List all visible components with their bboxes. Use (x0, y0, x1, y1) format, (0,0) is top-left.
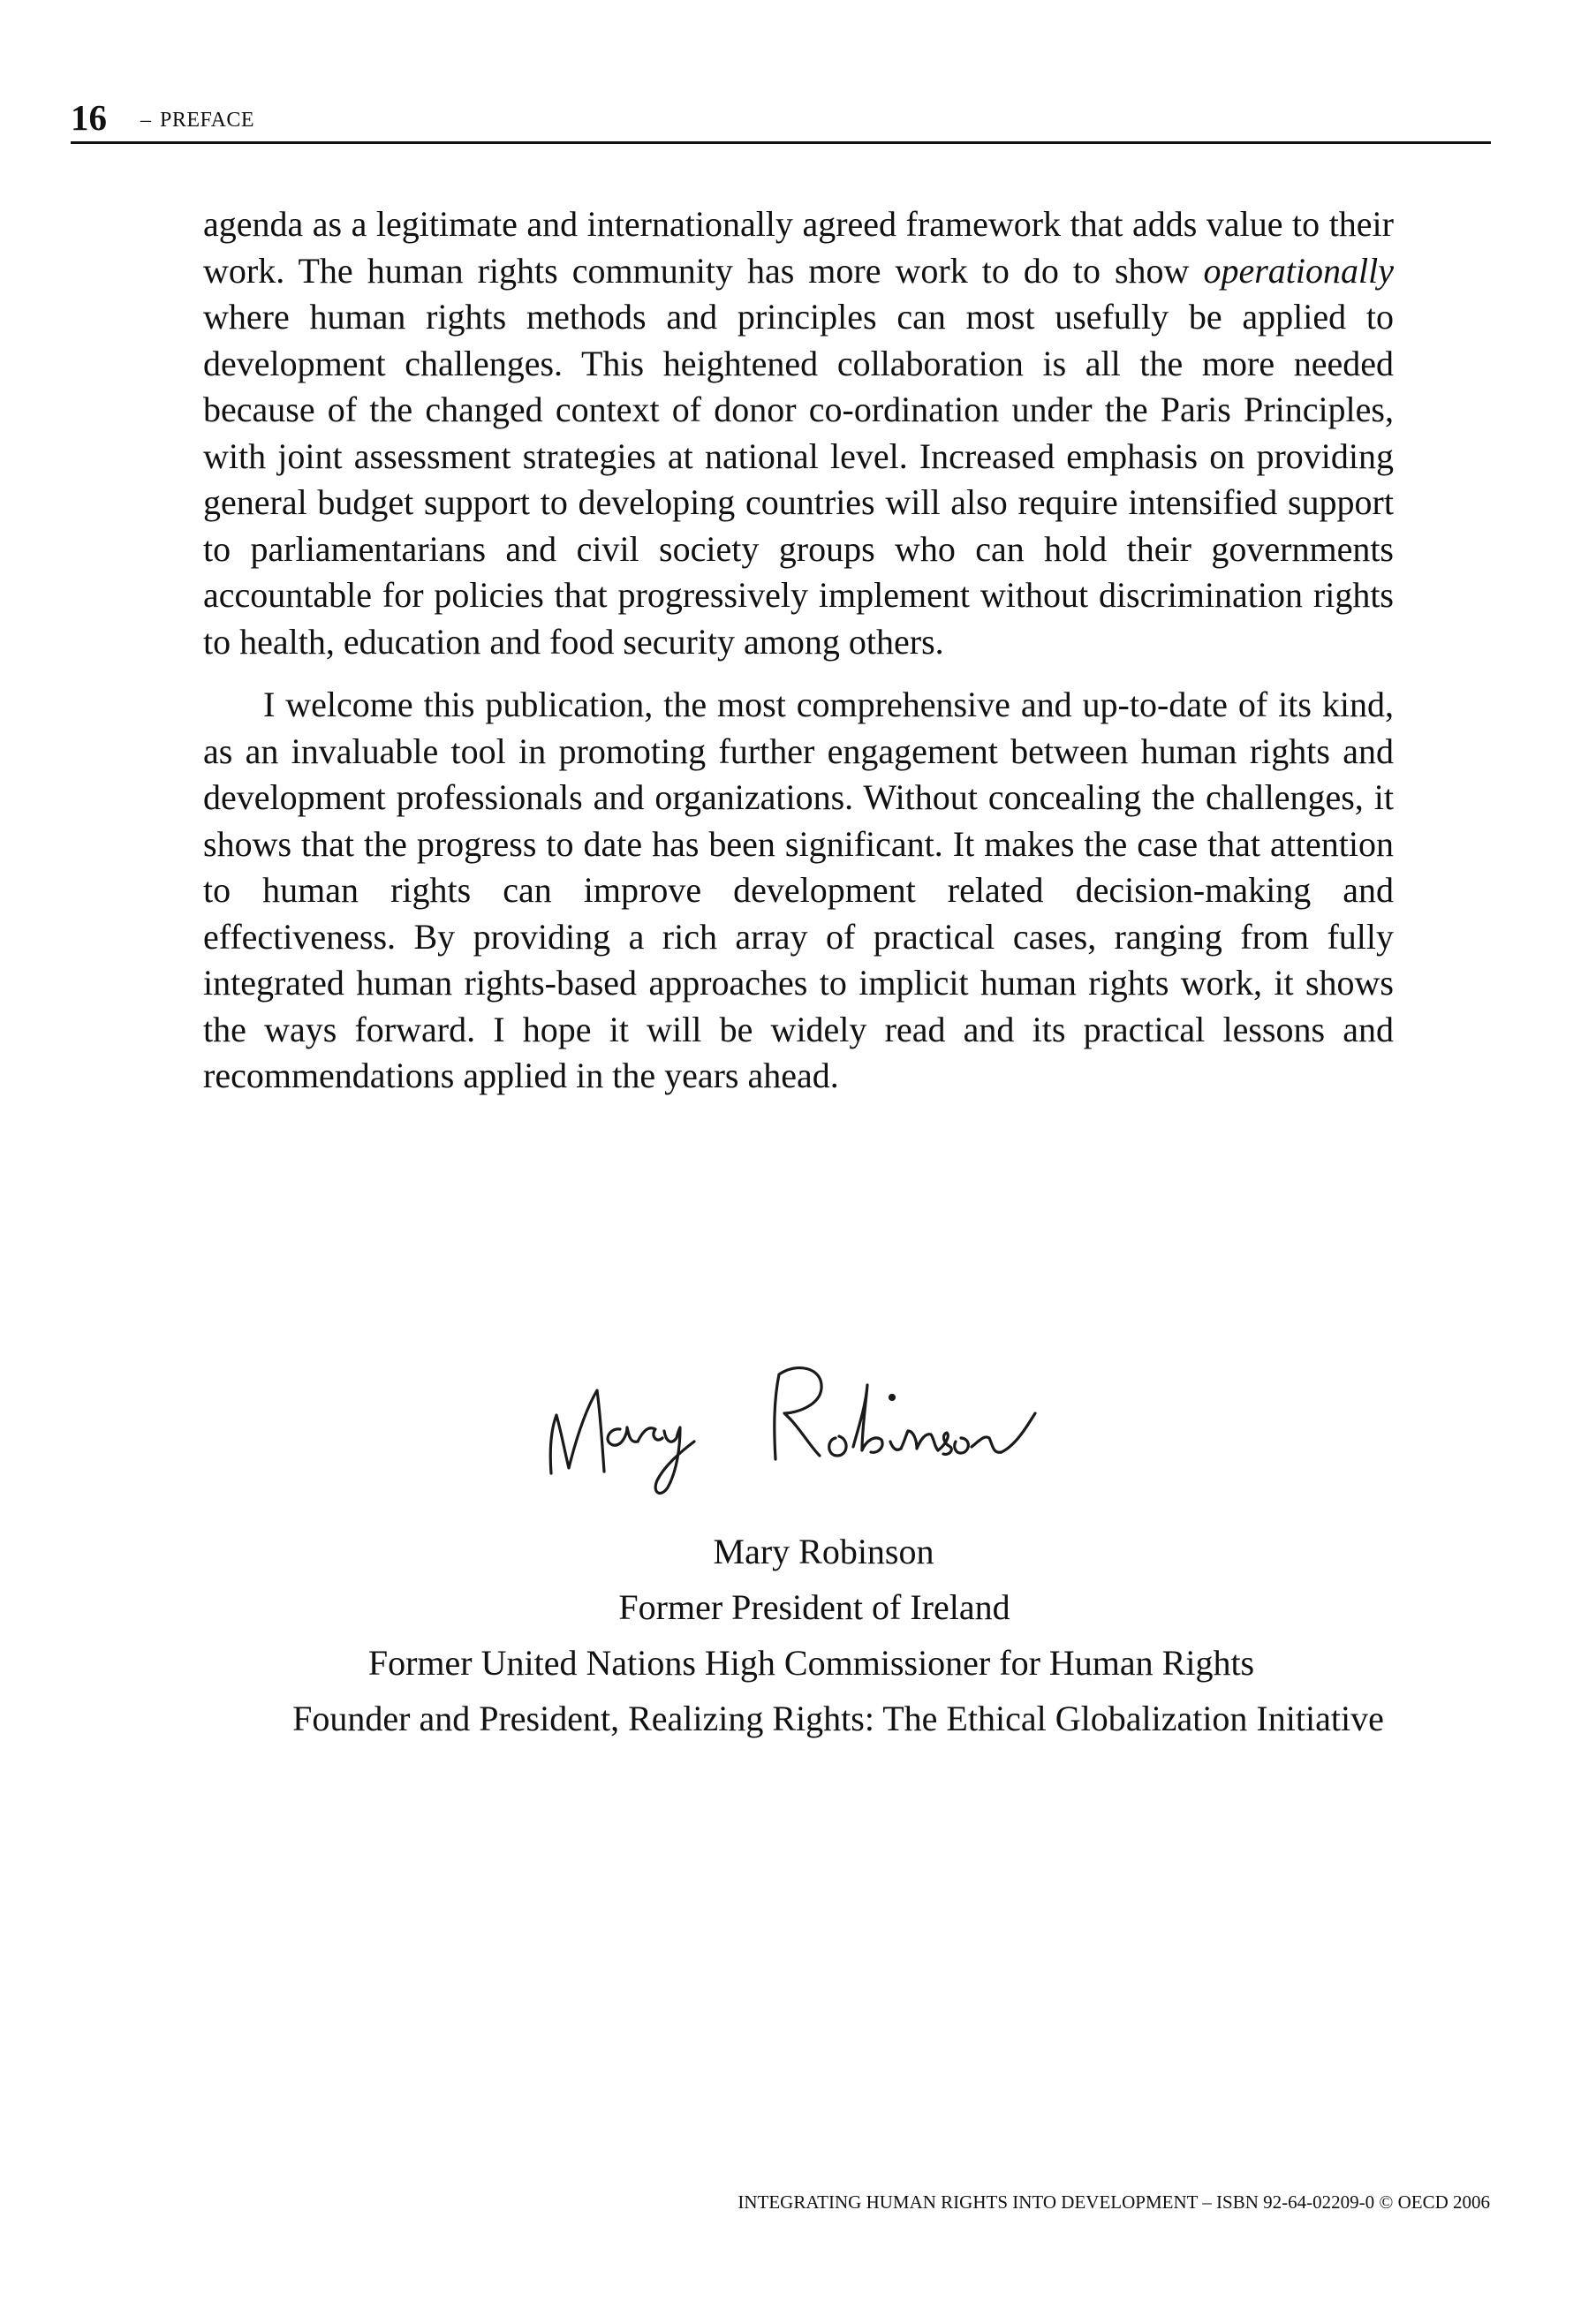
handwritten-signature (539, 1343, 1122, 1502)
paragraph-1-text-b: where human rights methods and principles can most usefully be applied to development challenges. This heightened collaboration is all the more needed because of the changed context of donor co-ordination under the Paris Principles, with joint assessment strategies at national level. Increased emphasis on providing general budget support to developing countries will also require intensified support to parliamentarians and civil society groups who can hold their governments accountable for policies that progressively implement without discrimination rights to health, education and food security among others. (203, 297, 1394, 662)
page-number: 16 (71, 97, 107, 138)
signature-image (539, 1343, 1122, 1502)
page-header (71, 95, 1491, 144)
paragraph-2: I welcome this publication, the most comprehensive and up-to-date of its kind, as an invaluable tool in promoting further engagement between human rights and development professionals and organizations. Without concealing the challenges, it shows that the progress to date has been significant. It makes the case that attention to human rights can improve development related decision-making and effectiveness. By providing a rich array of practical cases, ranging from fully integrated human rights-based approaches to implicit human rights work, it shows the ways forward. I hope it will be widely read and its practical lessons and recommendations applied in the years ahead. (203, 685, 1394, 1095)
paragraph-1 (203, 201, 1394, 665)
paragraph-1-text-a: agenda as a legitimate and internationally agreed framework that adds value to their work. The human rights community has more work to do to show (203, 204, 1394, 291)
preface-body (203, 201, 1394, 1100)
signatory-title-3: Founder and President, Realizing Rights: The Ethical Globalization Initiative (292, 1699, 1384, 1738)
emphasis-operationally: operationally (1203, 250, 1394, 291)
signatory-title-1: Former President of Ireland (618, 1587, 1010, 1627)
header-separator: – (140, 109, 151, 132)
signatory-title-2: Former United Nations High Commissioner for Human Rights (367, 1643, 1255, 1683)
section-title: PREFACE (160, 109, 255, 132)
signatory-block (0, 1524, 1596, 1746)
signatory-name: Mary Robinson (713, 1532, 934, 1571)
page-footer: INTEGRATING HUMAN RIGHTS INTO DEVELOPMENT – ISBN 92-64-02209-0 © OECD 2006 (737, 2191, 1490, 2213)
